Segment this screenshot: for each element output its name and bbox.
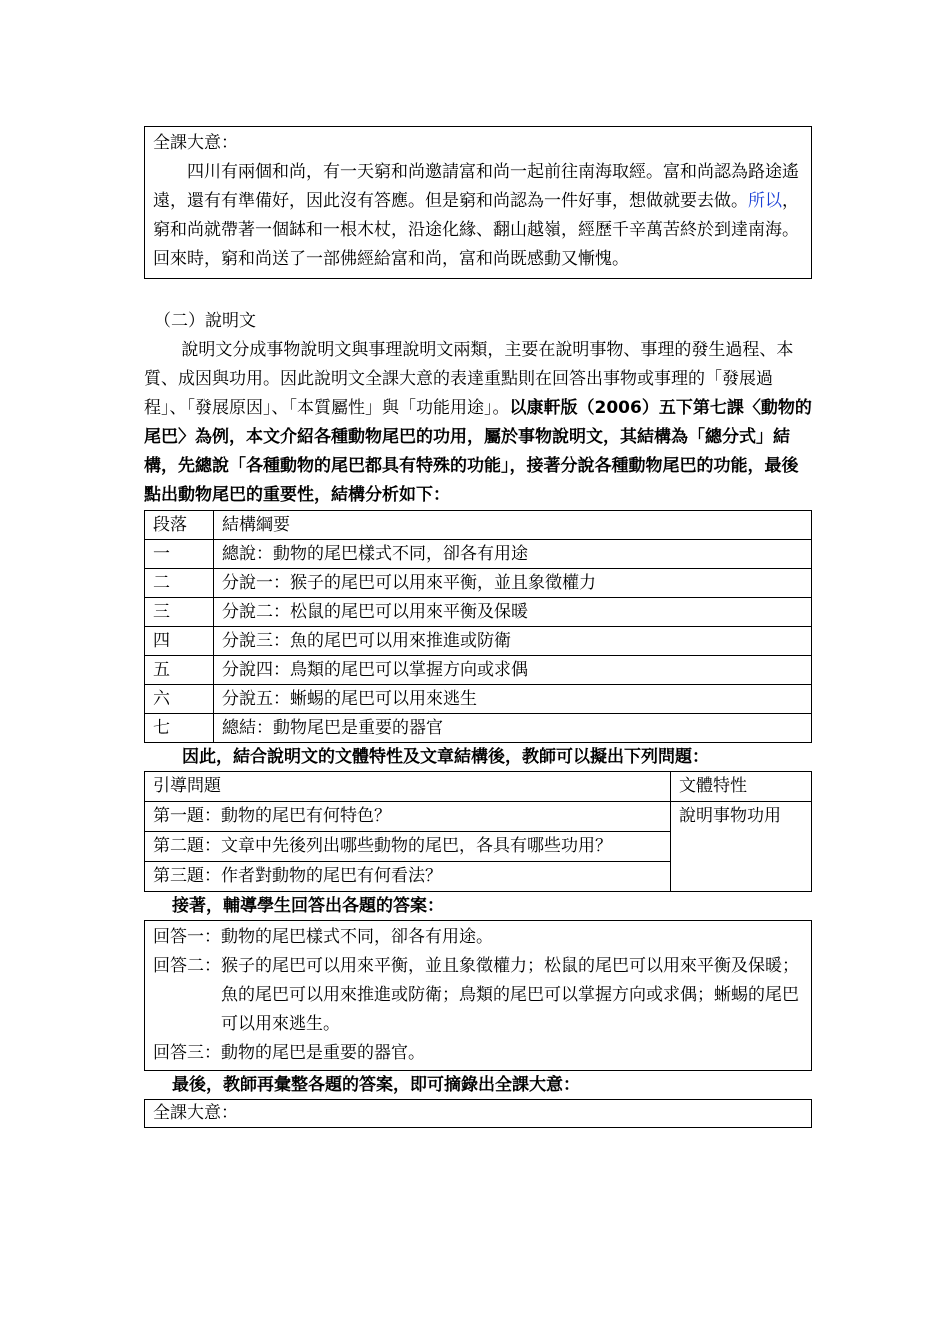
lead-final: 最後，教師再彙整各題的答案，即可摘錄出全課大意：: [172, 1075, 580, 1095]
answer-text: 動物的尾巴是重要的器官。: [221, 1043, 425, 1063]
table-cell: 分說五：蜥蜴的尾巴可以用來逃生: [214, 685, 812, 714]
lead-answers: 接著，輔導學生回答出各題的答案：: [172, 896, 444, 916]
table-cell: 分說三：魚的尾巴可以用來推進或防衛: [214, 627, 812, 656]
table-row: [145, 656, 812, 685]
question-label: 第二題：: [153, 836, 221, 856]
table-row: [145, 569, 812, 598]
table-cell: 二: [145, 569, 214, 598]
section-paragraph: [144, 336, 812, 510]
answer-label: 回答三：: [153, 1043, 221, 1063]
document-page: [144, 126, 812, 1128]
answers-box: [144, 920, 812, 1071]
answer-text: 猴子的尾巴可以用來平衡，並且象徵權力；松鼠的尾巴可以用來平衡及保暖；魚的尾巴可以用來推進或防衛；鳥類的尾巴可以掌握方向或求偶；蜥蜴的尾巴可以用來逃生。: [221, 956, 799, 1034]
section-paragraph-bold: 以康軒版（2006）五下第七課〈動物的尾巴〉為例，本文介紹各種動物尾巴的功用，屬於事物說明文，其結構為「總分式」結構，先總說「各種動物的尾巴都具有特殊的功能」，接著分說各種動物尾巴的功能，最後點出動物尾巴的重要性，結構分析如下：: [144, 398, 812, 505]
table-row: [145, 598, 812, 627]
answer-label: 回答一：: [153, 927, 221, 947]
final-summary-title: 全課大意：: [153, 1103, 238, 1123]
table-cell: 分說二：松鼠的尾巴可以用來平衡及保暖: [214, 598, 812, 627]
table-header-cell: 段落: [145, 511, 214, 540]
answer-text: 動物的尾巴樣式不同，卻各有用途。: [221, 927, 493, 947]
table-cell: 六: [145, 685, 214, 714]
structure-table: [144, 510, 812, 743]
table-header-cell: 文體特性: [671, 772, 812, 802]
table-cell: 總結：動物尾巴是重要的器官: [214, 714, 812, 743]
table-header-row: [145, 772, 812, 802]
answer-row: [153, 952, 803, 1039]
question-cell: [145, 862, 671, 892]
section-title: （二）說明文: [154, 311, 256, 331]
table-cell: 四: [145, 627, 214, 656]
summary-link-text: 所以: [748, 191, 782, 211]
table-cell: 七: [145, 714, 214, 743]
table-header-cell: 結構綱要: [214, 511, 812, 540]
table-row: [145, 802, 812, 832]
table-header-row: [145, 511, 812, 540]
table-row: [145, 540, 812, 569]
summary-text-a: 四川有兩個和尚，有一天窮和尚邀請富和尚一起前往南海取經。富和尚認為路途遙遠，還有有準備好，因此沒有答應。但是窮和尚認為一件好事，想做就要去做。: [153, 162, 799, 211]
table-row: [145, 627, 812, 656]
table-cell: 五: [145, 656, 214, 685]
lead-questions: 因此，結合說明文的文體特性及文章結構後，教師可以擬出下列問題：: [182, 747, 709, 767]
question-cell: [145, 832, 671, 862]
answer-row: [153, 1039, 803, 1068]
table-row: [145, 685, 812, 714]
table-cell: 分說四：鳥類的尾巴可以掌握方向或求偶: [214, 656, 812, 685]
table-cell: 一: [145, 540, 214, 569]
final-summary-box: [144, 1099, 812, 1128]
answer-row: [153, 923, 803, 952]
question-text: 作者對動物的尾巴有何看法？: [221, 866, 442, 886]
feature-cell: 說明事物功用: [671, 802, 812, 892]
question-text: 文章中先後列出哪些動物的尾巴，各具有哪些功用？: [221, 836, 612, 856]
question-table: [144, 771, 812, 892]
table-cell: 分說一：猴子的尾巴可以用來平衡，並且象徵權力: [214, 569, 812, 598]
summary-box: [144, 126, 812, 279]
table-header-cell: 引導問題: [145, 772, 671, 802]
question-label: 第三題：: [153, 866, 221, 886]
question-text: 動物的尾巴有何特色？: [221, 806, 391, 826]
table-cell: 三: [145, 598, 214, 627]
summary-text-b: ，窮和尚就帶著一個缽和一根木杖，沿途化緣、翻山越嶺，經歷千辛萬苦終於到達南海。回來時，窮和尚送了一部佛經給富和尚，富和尚既感動又慚愧。: [153, 191, 799, 269]
summary-title: 全課大意：: [153, 133, 238, 153]
answer-label: 回答二：: [153, 956, 221, 976]
question-cell: [145, 802, 671, 832]
table-cell: 總說：動物的尾巴樣式不同，卻各有用途: [214, 540, 812, 569]
question-label: 第一題：: [153, 806, 221, 826]
section-paragraph-normal: 說明文分成事物說明文與事理說明文兩類，主要在說明事物、事理的發生過程、本質、成因與功用。因此說明文全課大意的表達重點則在回答出事物或事理的「發展過程」、「發展原因」、「本質屬性」與「功能用途」。: [144, 340, 794, 418]
summary-text: [153, 158, 803, 274]
table-row: [145, 714, 812, 743]
